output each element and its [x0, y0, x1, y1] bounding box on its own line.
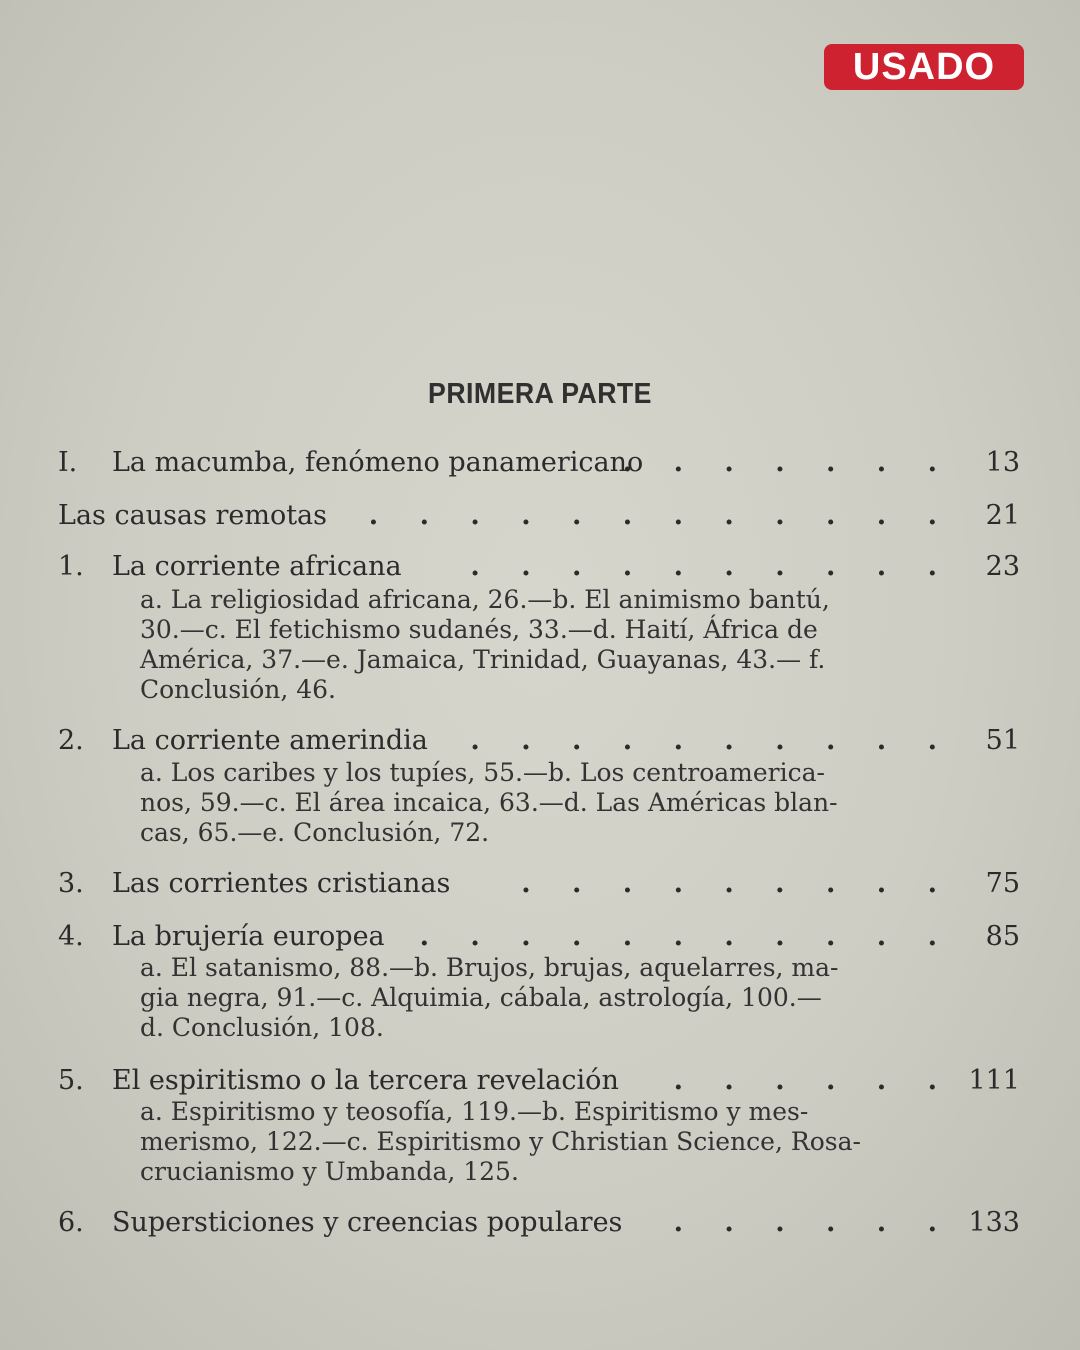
subsection-line: a. La religiosidad africana, 26.—b. El animismo bantú, [140, 585, 830, 614]
toc-entry-corriente-africana [58, 547, 1038, 587]
entry-page: 23 [985, 551, 1020, 582]
toc-entry-supersticiones [58, 1203, 1038, 1243]
dot-leader: . . . . . . . . . . . . [368, 500, 953, 531]
part-title: PRIMERA PARTE [428, 378, 652, 410]
dot-leader: . . . . . . . . . . [470, 551, 953, 582]
entry-subsections [140, 953, 935, 1043]
toc-entry-causas-remotas [58, 496, 1038, 536]
subsection-line: a. Espiritismo y teosofía, 119.—b. Espiritismo y mes- [140, 1097, 809, 1126]
entry-subsections [140, 758, 935, 848]
entry-title: Supersticiones y creencias populares [112, 1207, 623, 1238]
entry-number: 5. [58, 1065, 84, 1096]
entry-page: 21 [985, 500, 1020, 531]
entry-page: 111 [968, 1065, 1020, 1096]
entry-number: 3. [58, 868, 84, 899]
entry-page: 85 [985, 921, 1020, 952]
entry-title: La brujería europea [112, 921, 385, 952]
entry-number: 2. [58, 725, 84, 756]
subsection-line: merismo, 122.—c. Espiritismo y Christian Science, Rosa- [140, 1127, 861, 1156]
entry-subsections [140, 1097, 935, 1187]
subsection-line: cas, 65.—e. Conclusión, 72. [140, 818, 490, 847]
subsection-line: crucianismo y Umbanda, 125. [140, 1157, 519, 1186]
dot-leader: . . . . . . . . . . . [419, 921, 953, 952]
dot-leader: . . . . . . . [622, 447, 953, 478]
entry-title: La macumba, fenómeno panamericano [112, 447, 644, 478]
dot-leader: . . . . . . [673, 1207, 953, 1238]
subsection-line: d. Conclusión, 108. [140, 1013, 384, 1042]
entry-subsections [140, 585, 935, 705]
entry-number: 6. [58, 1207, 84, 1238]
entry-page: 13 [985, 447, 1020, 478]
subsection-line: gia negra, 91.—c. Alquimia, cábala, astrología, 100.— [140, 983, 822, 1012]
dot-leader: . . . . . . . . . [521, 868, 953, 899]
entry-title: El espiritismo o la tercera revelación [112, 1065, 619, 1096]
entry-title: La corriente africana [112, 551, 402, 582]
entry-number: 4. [58, 921, 84, 952]
toc-entry-brujeria-europea [58, 917, 1038, 957]
subsection-line: 30.—c. El fetichismo sudanés, 33.—d. Haití, África de [140, 615, 818, 644]
subsection-line: Conclusión, 46. [140, 675, 337, 704]
entry-number: I. [58, 447, 78, 478]
subsection-line: a. Los caribes y los tupíes, 55.—b. Los centroamerica- [140, 758, 825, 787]
used-badge: USADO [824, 44, 1024, 90]
entry-page: 51 [985, 725, 1020, 756]
subsection-line: América, 37.—e. Jamaica, Trinidad, Guayanas, 43.— f. [140, 645, 826, 674]
entry-page: 133 [968, 1207, 1020, 1238]
toc-entry-macumba [58, 443, 1038, 483]
entry-number: 1. [58, 551, 84, 582]
entry-title: Las corrientes cristianas [112, 868, 451, 899]
subsection-line: nos, 59.—c. El área incaica, 63.—d. Las Américas blan- [140, 788, 838, 817]
dot-leader: . . . . . . [673, 1065, 953, 1096]
toc-entry-espiritismo [58, 1061, 1038, 1101]
dot-leader: . . . . . . . . . . [470, 725, 953, 756]
toc-entry-corrientes-cristianas [58, 864, 1038, 904]
subsection-line: a. El satanismo, 88.—b. Brujos, brujas, aquelarres, ma- [140, 953, 839, 982]
entry-page: 75 [985, 868, 1020, 899]
entry-title: La corriente amerindia [112, 725, 428, 756]
toc-entry-corriente-amerindia [58, 721, 1038, 761]
entry-title: Las causas remotas [58, 500, 328, 531]
